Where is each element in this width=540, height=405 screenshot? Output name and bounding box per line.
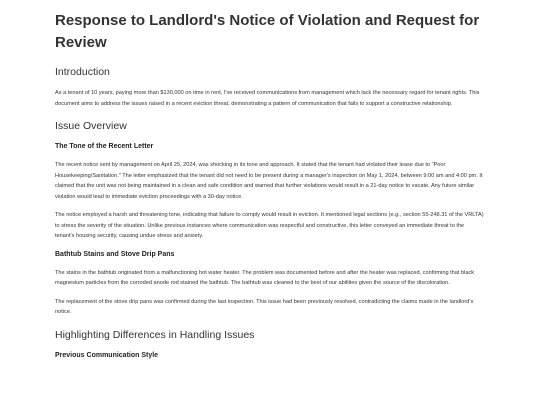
- section-heading-issue-overview: Issue Overview: [55, 120, 127, 132]
- document-title: Response to Landlord's Notice of Violation and Request for Review: [55, 12, 480, 51]
- tone-paragraph-2: The notice employed a harsh and threatening tone, indicating that failure to comply would result in eviction. It mentioned legal sections (e.g., section 55-248.31 of the VRLTA) to stress the severity of the situation. Unlike previous instances where communication was respectful and constructive, this letter conveyed an immediate threat to the tenant's housing security, causing undue stress and anxiety.: [55, 212, 484, 239]
- introduction-paragraph: As a tenant of 10 years, paying more than $130,000 on time in rent, I've received communications from management which lack the necessary regard for tenant rights. This document aims to address the issues raised in a recent eviction threat, demonstrating a pattern of communication that fails to support a constructive relationship.: [55, 90, 480, 107]
- section-heading-differences: Highlighting Differences in Handling Issues: [55, 328, 255, 341]
- bathtub-paragraph-1: The stains in the bathtub originated from a malfunctioning hot water heater. The problem was documented before and after the heater was replaced, confirming that black magnesium particles from the corroded anode rod stained the bathtub. The bathtub was cleaned to the best of our abilities given the source of the discoloration.: [55, 269, 475, 286]
- subheading-tone: The Tone of the Recent Letter: [55, 143, 154, 150]
- tone-paragraph-1: The recent notice sent by management on April 25, 2024, was shocking in its tone and approach. It stated that the tenant had violated their lease due to "Poor Housekeeping/Sanitation." The letter emphasized that the tenant did not need to be present during a manager's inspection on May 1, 2024, between 9:00 am and 4:00 pm. It claimed that the unit was not being maintained in a clean and safe condition and warned that further violations would result in a 21-day notice to vacate. Any future similar violation would lead to immediate eviction proceedings with a 30-day notice.: [55, 162, 483, 200]
- subheading-previous-communication: Previous Communication Style: [55, 351, 159, 359]
- section-heading-introduction: Introduction: [55, 66, 110, 78]
- subheading-bathtub: Bathtub Stains and Stove Drip Pans: [55, 250, 175, 258]
- bathtub-paragraph-2: The replacement of the stove drip pans was confirmed during the last inspection. This issue had been previously resolved, contradicting the claims made in the landlord's notice.: [55, 298, 474, 315]
